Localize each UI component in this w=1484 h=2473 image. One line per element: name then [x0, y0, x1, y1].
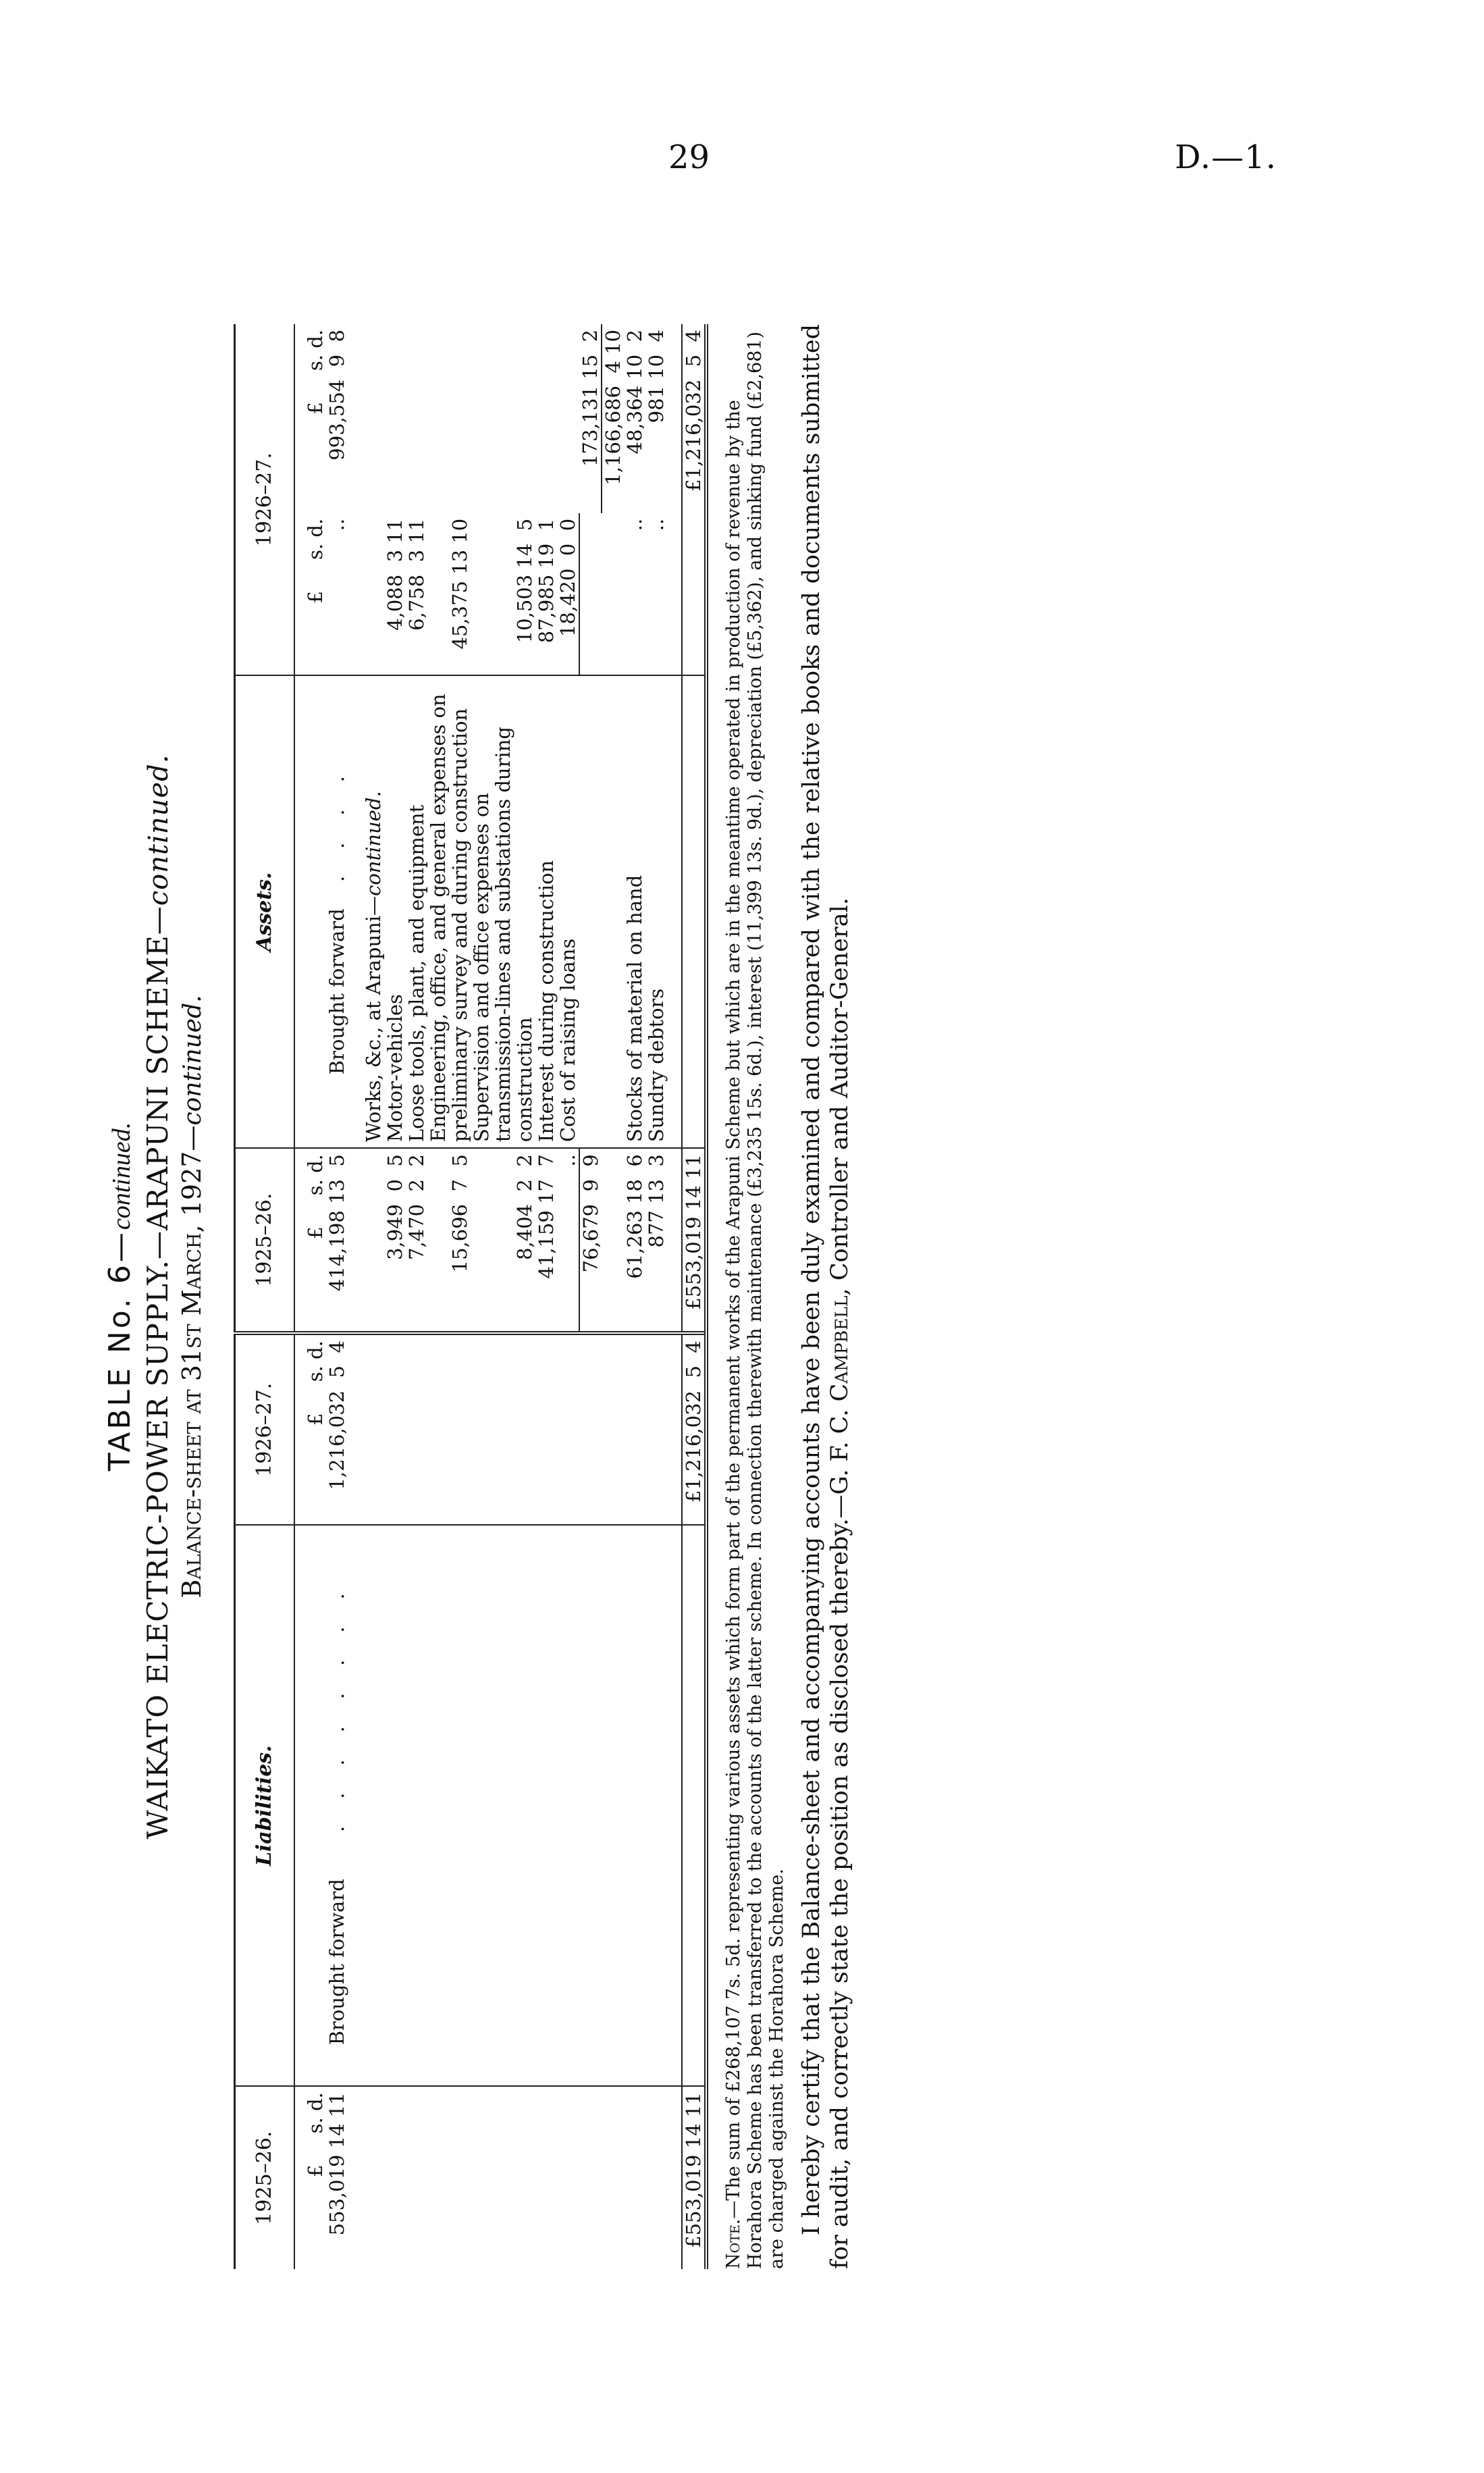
certificate-text: I hereby certify that the Balance-sheet and accompanying accounts have been duly examined and compared with the relative books and documents submitted for audit, and correctly state the position as disclosed thereby.—G. F. C. [798, 324, 853, 2269]
totals-row [682, 324, 706, 2269]
col-head-liabilities: Liabilities. [235, 1525, 295, 2086]
spacer-row [348, 324, 363, 2269]
liab-bf-1926: 1,216,032 5 4 [326, 1333, 348, 1525]
units-liab-1926: £ s. d. [294, 1333, 326, 1525]
assets-bf-inner: .. [326, 513, 348, 676]
works-subtotal-row [579, 324, 602, 2269]
asset-value-1926: 10,503 14 5 [471, 513, 535, 676]
debtors-1925: 877 13 3 [645, 1148, 667, 1333]
asset-label: Supervision and office expenses on transmission-lines and substations during construction [471, 675, 535, 1148]
asset-value-1925: 8,404 2 2 [471, 1148, 535, 1333]
assets-total-1925: £553,019 14 11 [682, 1148, 706, 1333]
stocks-row [624, 324, 645, 2269]
rotated-table-block [95, 230, 1026, 2269]
asset-label: Interest during construction [535, 675, 557, 1148]
units-blank [294, 1525, 326, 2086]
asset-label: Cost of raising loans [557, 675, 579, 1148]
assets-bf-leaders: .... [325, 749, 348, 883]
asset-row-engineering [427, 324, 471, 2269]
asset-row-supervision [471, 324, 535, 2269]
asset-label: Loose tools, plant, and equipment [406, 675, 427, 1148]
asset-value-1926: 4,088 3 11 [384, 513, 406, 676]
assets-bf-label-cell [326, 675, 348, 1148]
units-liab-1925: £ s. d. [304, 2092, 327, 2177]
asset-row-loose-tools [406, 324, 427, 2269]
spacer-row-2 [667, 324, 682, 2269]
page-number: 29 [668, 138, 710, 176]
table-label-suffix: continued. [107, 1122, 136, 1230]
units-assets-1925: £ s. d. [294, 1148, 326, 1333]
asset-row-interest [535, 324, 557, 2269]
works-section-label [363, 675, 384, 1148]
grand-subtotal-row [602, 324, 624, 2269]
asset-value-1925: 41,159 17 7 [535, 1148, 557, 1333]
note-text: —The sum of £268,107 7s. 5d. representing various assets which form part of the permanent works of the Arapuni Scheme but which are in the meantime operated in production of revenue by the Horahora Scheme has been transferred to the accounts of the latter scheme. In connection therewith maintenance (£3,235 15s. 6d.), interest (11,399 13s. 9d.), depreciation (£5,362), and sinking fund (£2,681) are charged against the Horahora Scheme. [723, 331, 787, 2269]
sub-title-text: Balance-sheet at 31st March, 1927— [177, 1125, 207, 1598]
assets-bf-label: Brought forward [325, 908, 348, 1075]
note-paragraph [723, 324, 788, 2269]
asset-row-loans [557, 324, 579, 2269]
liab-bf-1925: 553,019 14 11 [325, 2092, 348, 2236]
sub-title-suffix: continued. [179, 995, 207, 1126]
asset-value-1925: .. [557, 1148, 579, 1333]
debtors-row [645, 324, 667, 2269]
sub-title [177, 324, 207, 2269]
asset-value-1926: 87,985 19 1 [535, 513, 557, 676]
stocks-1925: 61,263 18 6 [624, 1148, 645, 1333]
main-title-text: WAIKATO ELECTRIC-POWER SUPPLY.—ARAPUNI SCHEME— [141, 906, 174, 1840]
works-section-row [363, 324, 384, 2269]
works-section-suffix: continued. [362, 791, 385, 896]
liab-bf-leaders: ........ [325, 1566, 348, 1832]
table-label [103, 324, 137, 2269]
units-assets-1926: £ s. d. [304, 330, 327, 415]
asset-value-1925: 7,470 2 2 [406, 1148, 427, 1333]
col-head-assets-1925: 1925–26. [235, 1148, 295, 1333]
audit-certificate [797, 324, 854, 2269]
liab-total-1925: £553,019 14 11 [682, 2086, 706, 2269]
asset-value-1925: 3,949 0 5 [384, 1148, 406, 1333]
money-units-row [294, 324, 326, 2269]
main-title [141, 324, 174, 2269]
asset-label: Motor-vehicles [384, 675, 406, 1148]
brought-forward-row [326, 324, 348, 2269]
units-blank-2 [294, 675, 326, 1148]
assets-bf-1926: 993,554 9 8 [325, 330, 348, 461]
grand-subtotal-1926: 1,166,686 4 10 [602, 324, 624, 513]
stocks-inner: .. [624, 513, 645, 676]
units-assets-inner: £ s. d. [294, 513, 326, 676]
stocks-1926: 48,364 10 2 [623, 330, 646, 454]
debtors-1926: 981 10 4 [645, 330, 668, 423]
certificate-suffix: , Controller and Auditor-General. [826, 897, 853, 1296]
col-head-assets: Assets. [235, 675, 295, 1148]
assets-bf-1925: 414,198 13 5 [326, 1148, 348, 1333]
asset-row-motor-vehicles [384, 324, 406, 2269]
liab-bf-label: Brought forward [325, 1879, 348, 2046]
works-subtotal-1926: 173,131 15 2 [579, 330, 602, 467]
col-head-liab-1925: 1925–26. [235, 2086, 295, 2269]
asset-value-1926: 45,375 13 10 [427, 513, 471, 676]
note-lead: Note. [723, 2218, 744, 2269]
certificate-name: Campbell [826, 1295, 853, 1402]
document-reference: D.—1. [1175, 138, 1277, 176]
liab-total-1926: £1,216,032 5 4 [682, 1333, 706, 1525]
table-header-row [235, 324, 295, 2269]
stocks-label: Stocks of material on hand [624, 675, 645, 1148]
asset-value-1926: 6,758 3 11 [406, 513, 427, 676]
col-head-liab-1926: 1926–27. [235, 1333, 295, 1525]
liab-bf-label-cell [326, 1525, 348, 2086]
assets-total-1926: £1,216,032 5 4 [682, 324, 706, 513]
col-head-assets-1926: 1926–27. [235, 324, 295, 675]
main-title-suffix: continued. [143, 754, 174, 906]
debtors-inner: .. [645, 513, 667, 676]
table-label-text: TABLE No. 6— [103, 1230, 137, 1472]
asset-label: Engineering, office, and general expenses on preliminary survey and during construction [427, 675, 471, 1148]
title-block [103, 324, 207, 2269]
balance-sheet-table [234, 324, 708, 2269]
works-subtotal-1925: 76,679 9 9 [579, 1148, 602, 1333]
asset-value-1925: 15,696 7 5 [427, 1148, 471, 1333]
asset-value-1926: 18,420 0 0 [557, 513, 579, 676]
works-section-text: Works, &c., at Arapuni— [362, 895, 385, 1143]
debtors-label: Sundry debtors [645, 675, 667, 1148]
